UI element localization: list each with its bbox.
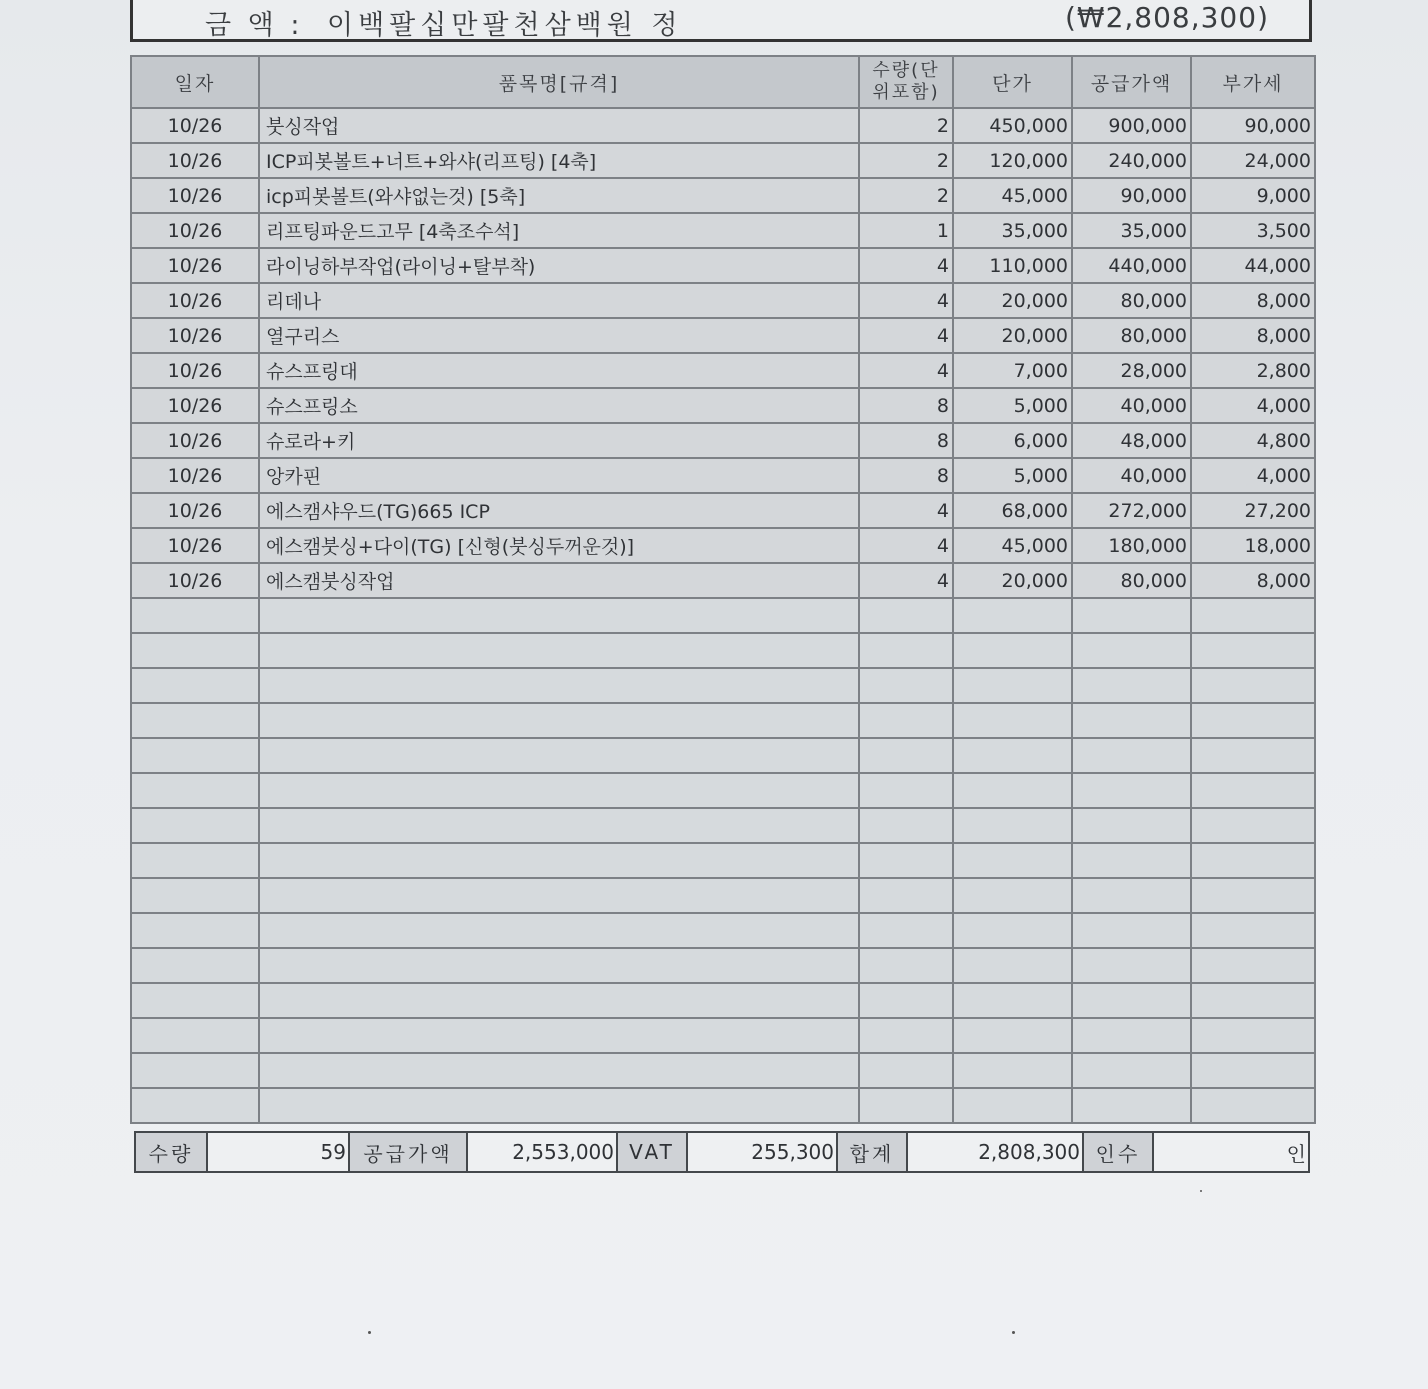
row-supply-amount: 80,000 bbox=[1072, 283, 1191, 318]
empty-cell bbox=[259, 773, 859, 808]
row-quantity: 4 bbox=[859, 353, 953, 388]
table-row bbox=[131, 108, 1315, 143]
empty-cell bbox=[859, 598, 953, 633]
empty-cell bbox=[131, 948, 259, 983]
empty-table-row bbox=[131, 878, 1315, 913]
empty-cell bbox=[1191, 1018, 1315, 1053]
row-item-name: 리프팅파운드고무 [4축조수석] bbox=[259, 213, 859, 248]
row-item-name: ICP피봇볼트+너트+와샤(리프팅) [4축] bbox=[259, 143, 859, 178]
empty-cell bbox=[859, 948, 953, 983]
empty-cell bbox=[1072, 773, 1191, 808]
empty-cell bbox=[259, 598, 859, 633]
row-date: 10/26 bbox=[131, 283, 259, 318]
paper-speck bbox=[368, 1331, 371, 1334]
receiver-signature: 인 bbox=[1153, 1132, 1309, 1172]
empty-cell bbox=[131, 843, 259, 878]
empty-cell bbox=[131, 738, 259, 773]
empty-cell bbox=[1191, 598, 1315, 633]
total-supply-label: 공급가액 bbox=[349, 1132, 467, 1172]
row-supply-amount: 80,000 bbox=[1072, 318, 1191, 353]
empty-cell bbox=[953, 598, 1072, 633]
row-supply-amount: 900,000 bbox=[1072, 108, 1191, 143]
row-unit-price: 110,000 bbox=[953, 248, 1072, 283]
empty-cell bbox=[131, 1053, 259, 1088]
row-date: 10/26 bbox=[131, 388, 259, 423]
empty-cell bbox=[1072, 703, 1191, 738]
empty-cell bbox=[953, 808, 1072, 843]
empty-cell bbox=[1191, 808, 1315, 843]
empty-table-row bbox=[131, 703, 1315, 738]
row-item-name: 라이닝하부작업(라이닝+탈부착) bbox=[259, 248, 859, 283]
header-quantity-line2: 위포함) bbox=[872, 82, 940, 103]
row-item-name: 슈스프링소 bbox=[259, 388, 859, 423]
row-vat: 4,800 bbox=[1191, 423, 1315, 458]
empty-cell bbox=[1072, 1088, 1191, 1123]
receiver-label: 인수 bbox=[1083, 1132, 1153, 1172]
empty-cell bbox=[131, 1018, 259, 1053]
empty-table-row bbox=[131, 633, 1315, 668]
total-qty-label: 수량 bbox=[135, 1132, 207, 1172]
table-row bbox=[131, 423, 1315, 458]
row-vat: 8,000 bbox=[1191, 283, 1315, 318]
row-unit-price: 450,000 bbox=[953, 108, 1072, 143]
row-unit-price: 45,000 bbox=[953, 178, 1072, 213]
empty-cell bbox=[131, 633, 259, 668]
empty-cell bbox=[1191, 1053, 1315, 1088]
row-supply-amount: 90,000 bbox=[1072, 178, 1191, 213]
empty-cell bbox=[859, 1018, 953, 1053]
total-vat-label: VAT bbox=[617, 1132, 687, 1172]
table-row bbox=[131, 213, 1315, 248]
empty-cell bbox=[1072, 1053, 1191, 1088]
row-quantity: 2 bbox=[859, 143, 953, 178]
empty-cell bbox=[1072, 1018, 1191, 1053]
empty-cell bbox=[131, 668, 259, 703]
empty-cell bbox=[1191, 738, 1315, 773]
empty-table-row bbox=[131, 773, 1315, 808]
row-supply-amount: 240,000 bbox=[1072, 143, 1191, 178]
row-vat: 9,000 bbox=[1191, 178, 1315, 213]
empty-table-row bbox=[131, 738, 1315, 773]
empty-table-row bbox=[131, 668, 1315, 703]
total-sum-label: 합계 bbox=[837, 1132, 907, 1172]
row-date: 10/26 bbox=[131, 458, 259, 493]
empty-cell bbox=[259, 878, 859, 913]
empty-cell bbox=[1072, 983, 1191, 1018]
empty-cell bbox=[1072, 738, 1191, 773]
total-vat-value: 255,300 bbox=[687, 1132, 837, 1172]
row-quantity: 4 bbox=[859, 248, 953, 283]
totals-row bbox=[134, 1131, 1310, 1173]
empty-cell bbox=[953, 703, 1072, 738]
header-item-name: 품목명[규격] bbox=[259, 56, 859, 108]
empty-cell bbox=[859, 913, 953, 948]
empty-cell bbox=[1191, 913, 1315, 948]
row-date: 10/26 bbox=[131, 318, 259, 353]
row-quantity: 8 bbox=[859, 423, 953, 458]
empty-cell bbox=[259, 948, 859, 983]
row-date: 10/26 bbox=[131, 528, 259, 563]
empty-cell bbox=[1072, 878, 1191, 913]
empty-cell bbox=[259, 633, 859, 668]
row-supply-amount: 35,000 bbox=[1072, 213, 1191, 248]
empty-cell bbox=[953, 1018, 1072, 1053]
row-item-name: 에스캠붓싱작업 bbox=[259, 563, 859, 598]
total-sum-value: 2,808,300 bbox=[907, 1132, 1083, 1172]
paper-speck bbox=[1012, 1331, 1015, 1334]
table-row bbox=[131, 143, 1315, 178]
table-row bbox=[131, 178, 1315, 213]
empty-cell bbox=[859, 668, 953, 703]
row-supply-amount: 28,000 bbox=[1072, 353, 1191, 388]
row-item-name: 슈스프링대 bbox=[259, 353, 859, 388]
empty-table-row bbox=[131, 948, 1315, 983]
row-item-name: 열구리스 bbox=[259, 318, 859, 353]
row-supply-amount: 440,000 bbox=[1072, 248, 1191, 283]
row-date: 10/26 bbox=[131, 248, 259, 283]
empty-cell bbox=[1072, 668, 1191, 703]
empty-table-row bbox=[131, 1088, 1315, 1123]
row-unit-price: 20,000 bbox=[953, 283, 1072, 318]
row-item-name: 슈로라+키 bbox=[259, 423, 859, 458]
empty-cell bbox=[953, 948, 1072, 983]
items-table bbox=[130, 55, 1316, 1124]
header-supply-amount: 공급가액 bbox=[1072, 56, 1191, 108]
row-unit-price: 7,000 bbox=[953, 353, 1072, 388]
empty-table-row bbox=[131, 598, 1315, 633]
empty-cell bbox=[1191, 703, 1315, 738]
empty-cell bbox=[859, 983, 953, 1018]
row-date: 10/26 bbox=[131, 143, 259, 178]
row-unit-price: 20,000 bbox=[953, 563, 1072, 598]
row-vat: 24,000 bbox=[1191, 143, 1315, 178]
row-date: 10/26 bbox=[131, 178, 259, 213]
row-quantity: 4 bbox=[859, 563, 953, 598]
row-quantity: 2 bbox=[859, 108, 953, 143]
row-date: 10/26 bbox=[131, 108, 259, 143]
empty-cell bbox=[259, 913, 859, 948]
row-vat: 8,000 bbox=[1191, 318, 1315, 353]
empty-cell bbox=[953, 1088, 1072, 1123]
row-supply-amount: 40,000 bbox=[1072, 458, 1191, 493]
table-row bbox=[131, 528, 1315, 563]
empty-cell bbox=[1072, 633, 1191, 668]
amount-box bbox=[130, 0, 1312, 42]
empty-table-row bbox=[131, 983, 1315, 1018]
row-supply-amount: 272,000 bbox=[1072, 493, 1191, 528]
row-item-name: 리데나 bbox=[259, 283, 859, 318]
row-unit-price: 35,000 bbox=[953, 213, 1072, 248]
row-vat: 4,000 bbox=[1191, 388, 1315, 423]
row-quantity: 8 bbox=[859, 458, 953, 493]
row-date: 10/26 bbox=[131, 563, 259, 598]
empty-cell bbox=[859, 843, 953, 878]
table-row bbox=[131, 318, 1315, 353]
empty-cell bbox=[259, 703, 859, 738]
empty-cell bbox=[859, 878, 953, 913]
empty-cell bbox=[259, 1088, 859, 1123]
table-row bbox=[131, 283, 1315, 318]
empty-cell bbox=[1191, 983, 1315, 1018]
row-quantity: 4 bbox=[859, 493, 953, 528]
empty-cell bbox=[1072, 843, 1191, 878]
amount-in-words: 이백팔십만팔천삼백원 정 bbox=[327, 10, 683, 41]
row-unit-price: 45,000 bbox=[953, 528, 1072, 563]
empty-cell bbox=[1191, 668, 1315, 703]
empty-cell bbox=[131, 878, 259, 913]
empty-cell bbox=[1072, 598, 1191, 633]
empty-cell bbox=[1072, 948, 1191, 983]
row-vat: 3,500 bbox=[1191, 213, 1315, 248]
row-vat: 18,000 bbox=[1191, 528, 1315, 563]
row-quantity: 4 bbox=[859, 528, 953, 563]
row-quantity: 2 bbox=[859, 178, 953, 213]
empty-cell bbox=[131, 808, 259, 843]
header-quantity-line1: 수량(단 bbox=[872, 60, 940, 81]
empty-cell bbox=[1191, 878, 1315, 913]
empty-cell bbox=[131, 983, 259, 1018]
empty-cell bbox=[859, 808, 953, 843]
row-quantity: 1 bbox=[859, 213, 953, 248]
table-row bbox=[131, 563, 1315, 598]
empty-table-row bbox=[131, 808, 1315, 843]
empty-cell bbox=[259, 983, 859, 1018]
row-vat: 90,000 bbox=[1191, 108, 1315, 143]
row-unit-price: 68,000 bbox=[953, 493, 1072, 528]
empty-cell bbox=[1072, 913, 1191, 948]
empty-cell bbox=[259, 808, 859, 843]
row-date: 10/26 bbox=[131, 493, 259, 528]
row-item-name: 에스캠샤우드(TG)665 ICP bbox=[259, 493, 859, 528]
row-quantity: 4 bbox=[859, 318, 953, 353]
row-item-name: 앙카핀 bbox=[259, 458, 859, 493]
row-date: 10/26 bbox=[131, 353, 259, 388]
empty-cell bbox=[1191, 843, 1315, 878]
empty-cell bbox=[859, 773, 953, 808]
empty-cell bbox=[131, 703, 259, 738]
header-quantity bbox=[859, 56, 953, 108]
empty-cell bbox=[953, 983, 1072, 1018]
row-supply-amount: 180,000 bbox=[1072, 528, 1191, 563]
row-unit-price: 5,000 bbox=[953, 458, 1072, 493]
row-item-name: icp피봇볼트(와샤없는것) [5축] bbox=[259, 178, 859, 213]
empty-cell bbox=[259, 738, 859, 773]
row-quantity: 4 bbox=[859, 283, 953, 318]
empty-cell bbox=[953, 878, 1072, 913]
row-supply-amount: 40,000 bbox=[1072, 388, 1191, 423]
empty-cell bbox=[259, 1018, 859, 1053]
empty-cell bbox=[1191, 1088, 1315, 1123]
table-row bbox=[131, 388, 1315, 423]
row-unit-price: 5,000 bbox=[953, 388, 1072, 423]
row-vat: 2,800 bbox=[1191, 353, 1315, 388]
empty-cell bbox=[131, 598, 259, 633]
empty-cell bbox=[1072, 808, 1191, 843]
row-supply-amount: 80,000 bbox=[1072, 563, 1191, 598]
empty-cell bbox=[1191, 948, 1315, 983]
row-unit-price: 20,000 bbox=[953, 318, 1072, 353]
empty-cell bbox=[953, 773, 1072, 808]
empty-cell bbox=[953, 633, 1072, 668]
row-unit-price: 6,000 bbox=[953, 423, 1072, 458]
empty-cell bbox=[1191, 633, 1315, 668]
empty-cell bbox=[953, 738, 1072, 773]
row-supply-amount: 48,000 bbox=[1072, 423, 1191, 458]
row-unit-price: 120,000 bbox=[953, 143, 1072, 178]
paper-speck bbox=[1200, 1190, 1202, 1192]
row-vat: 4,000 bbox=[1191, 458, 1315, 493]
total-qty-value: 59 bbox=[207, 1132, 349, 1172]
table-body bbox=[131, 108, 1315, 1123]
empty-cell bbox=[859, 1053, 953, 1088]
empty-cell bbox=[859, 1088, 953, 1123]
table-row bbox=[131, 458, 1315, 493]
empty-table-row bbox=[131, 913, 1315, 948]
empty-cell bbox=[859, 738, 953, 773]
header-date: 일자 bbox=[131, 56, 259, 108]
amount-label: 금 액 : bbox=[205, 10, 304, 41]
empty-cell bbox=[131, 913, 259, 948]
row-vat: 27,200 bbox=[1191, 493, 1315, 528]
row-item-name: 에스캠붓싱+다이(TG) [신형(붓싱두꺼운것)] bbox=[259, 528, 859, 563]
empty-cell bbox=[953, 1053, 1072, 1088]
total-supply-value: 2,553,000 bbox=[467, 1132, 617, 1172]
empty-cell bbox=[131, 773, 259, 808]
table-row bbox=[131, 248, 1315, 283]
table-row bbox=[131, 353, 1315, 388]
empty-table-row bbox=[131, 1018, 1315, 1053]
empty-cell bbox=[259, 1053, 859, 1088]
empty-table-row bbox=[131, 1053, 1315, 1088]
empty-cell bbox=[953, 913, 1072, 948]
row-vat: 44,000 bbox=[1191, 248, 1315, 283]
amount-number: (₩2,808,300) bbox=[1064, 1, 1269, 34]
row-item-name: 붓싱작업 bbox=[259, 108, 859, 143]
table-row bbox=[131, 493, 1315, 528]
empty-cell bbox=[859, 703, 953, 738]
row-date: 10/26 bbox=[131, 423, 259, 458]
row-vat: 8,000 bbox=[1191, 563, 1315, 598]
header-vat: 부가세 bbox=[1191, 56, 1315, 108]
table-header-row bbox=[131, 56, 1315, 108]
empty-cell bbox=[859, 633, 953, 668]
empty-cell bbox=[259, 843, 859, 878]
row-date: 10/26 bbox=[131, 213, 259, 248]
empty-cell bbox=[953, 843, 1072, 878]
empty-cell bbox=[953, 668, 1072, 703]
empty-cell bbox=[131, 1088, 259, 1123]
row-quantity: 8 bbox=[859, 388, 953, 423]
empty-cell bbox=[259, 668, 859, 703]
header-unit-price: 단가 bbox=[953, 56, 1072, 108]
empty-cell bbox=[1191, 773, 1315, 808]
empty-table-row bbox=[131, 843, 1315, 878]
